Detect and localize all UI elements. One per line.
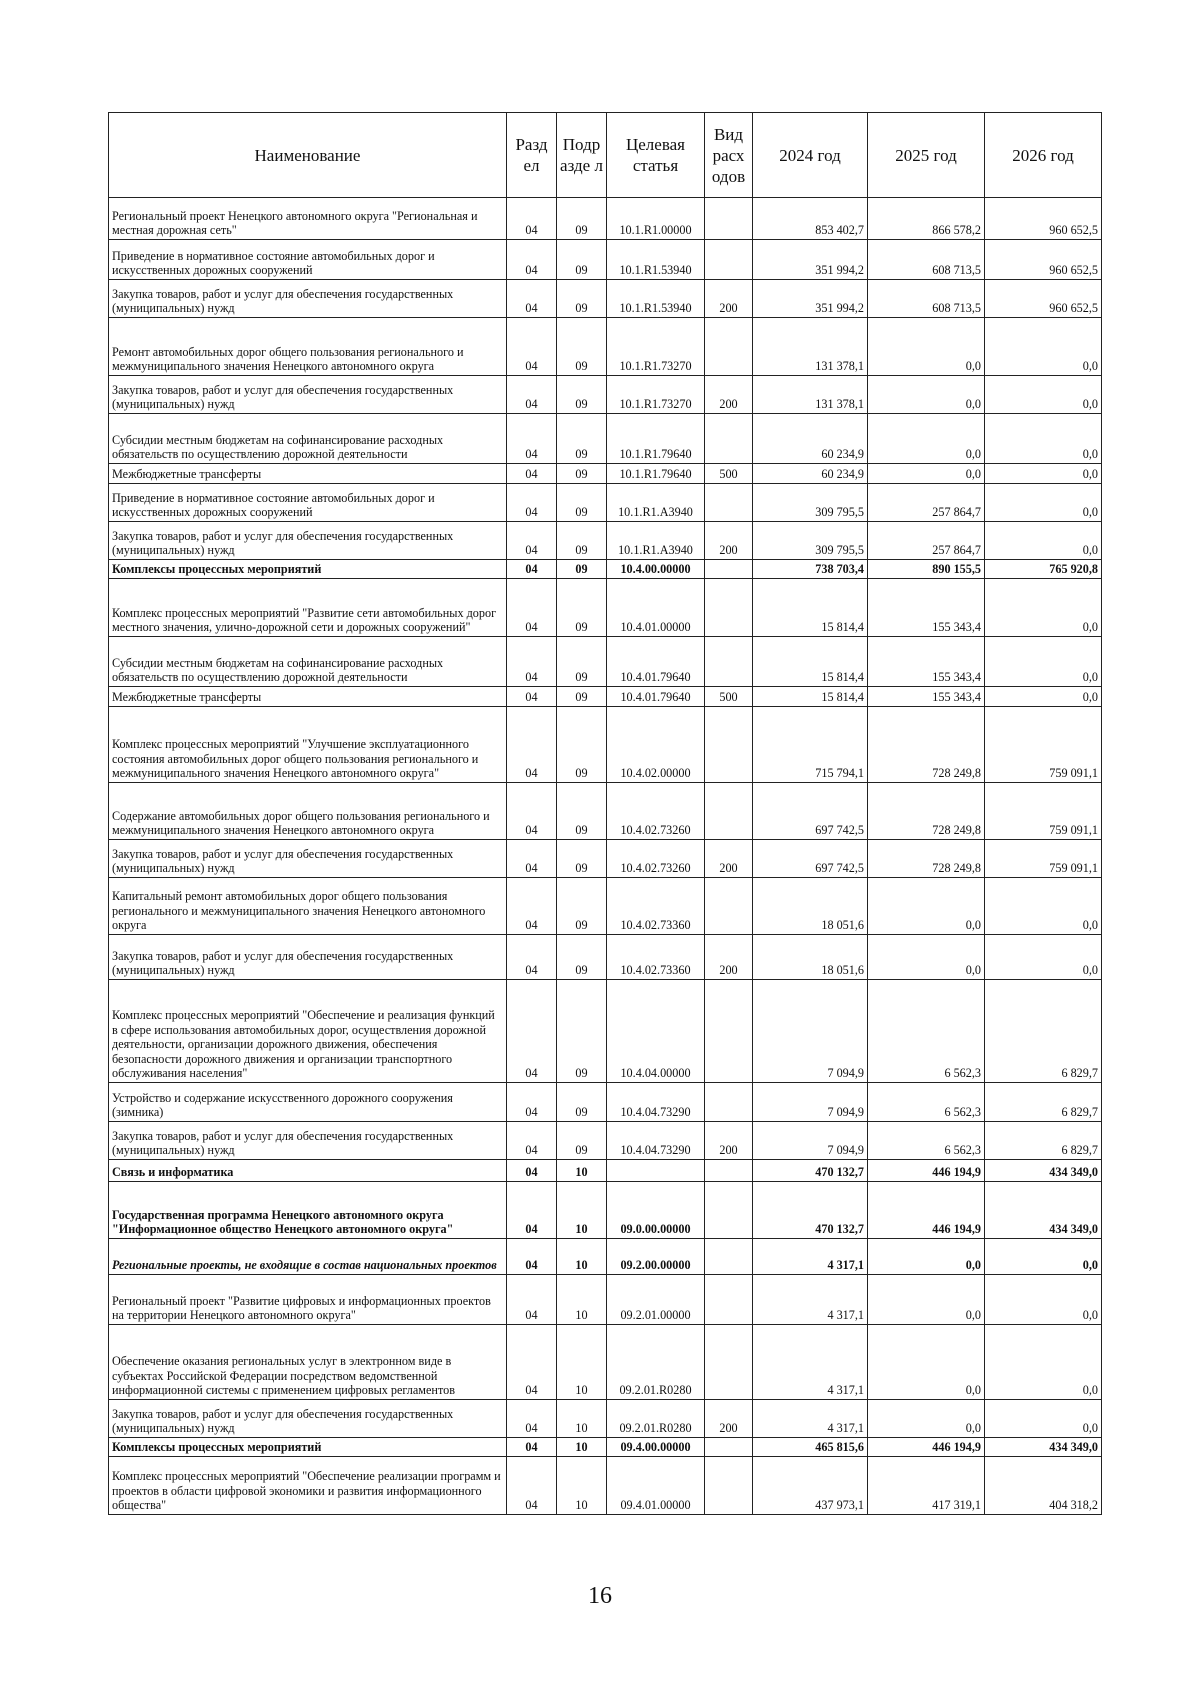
cell-name: Закупка товаров, работ и услуг для обеспечения государственных (муниципальных) нужд — [109, 280, 507, 318]
cell-expense-type — [705, 637, 753, 687]
cell-year-2024: 351 994,2 — [753, 240, 868, 280]
cell-razdel: 04 — [507, 280, 557, 318]
cell-podrazdel: 09 — [557, 1122, 607, 1160]
cell-year-2024: 697 742,5 — [753, 783, 868, 840]
cell-razdel: 04 — [507, 464, 557, 484]
cell-year-2025: 728 249,8 — [868, 707, 985, 783]
cell-name: Комплекс процессных мероприятий "Улучшение эксплуатационного состояния автомобильных дорог общего пользования регионального и межмуниципального значения Ненецкого автономного округа" — [109, 707, 507, 783]
cell-target-article: 10.4.01.79640 — [607, 687, 705, 707]
cell-name: Закупка товаров, работ и услуг для обеспечения государственных (муниципальных) нужд — [109, 522, 507, 560]
header-year-2025: 2025 год — [868, 113, 985, 198]
cell-expense-type — [705, 560, 753, 579]
cell-year-2025: 155 343,4 — [868, 579, 985, 637]
cell-podrazdel: 10 — [557, 1239, 607, 1275]
cell-year-2026: 0,0 — [985, 1400, 1102, 1438]
table-row — [109, 414, 1102, 464]
cell-razdel: 04 — [507, 240, 557, 280]
cell-target-article: 09.4.01.00000 — [607, 1457, 705, 1515]
cell-target-article: 10.4.02.73360 — [607, 878, 705, 935]
cell-year-2026: 960 652,5 — [985, 280, 1102, 318]
header-year-2026: 2026 год — [985, 113, 1102, 198]
cell-razdel: 04 — [507, 1275, 557, 1325]
cell-year-2024: 131 378,1 — [753, 318, 868, 376]
cell-name: Межбюджетные трансферты — [109, 687, 507, 707]
cell-year-2025: 0,0 — [868, 935, 985, 980]
cell-target-article: 10.1.R1.53940 — [607, 280, 705, 318]
cell-year-2024: 60 234,9 — [753, 464, 868, 484]
cell-expense-type: 200 — [705, 1122, 753, 1160]
cell-podrazdel: 09 — [557, 560, 607, 579]
cell-expense-type — [705, 783, 753, 840]
cell-podrazdel: 09 — [557, 318, 607, 376]
cell-name: Региональные проекты, не входящие в состав национальных проектов — [109, 1239, 507, 1275]
budget-table — [108, 112, 1102, 1515]
header-target-article: Целевая статья — [607, 113, 705, 198]
table-row — [109, 935, 1102, 980]
cell-razdel: 04 — [507, 1438, 557, 1457]
cell-year-2024: 465 815,6 — [753, 1438, 868, 1457]
table-row — [109, 560, 1102, 579]
table-header-row — [109, 113, 1102, 198]
header-name: Наименование — [109, 113, 507, 198]
cell-target-article: 10.4.01.00000 — [607, 579, 705, 637]
cell-razdel: 04 — [507, 1182, 557, 1239]
cell-year-2025: 608 713,5 — [868, 280, 985, 318]
table-row — [109, 1275, 1102, 1325]
cell-year-2024: 309 795,5 — [753, 522, 868, 560]
cell-expense-type — [705, 240, 753, 280]
cell-target-article: 10.4.02.73260 — [607, 840, 705, 878]
cell-year-2026: 434 349,0 — [985, 1438, 1102, 1457]
cell-year-2024: 470 132,7 — [753, 1160, 868, 1182]
cell-target-article: 09.2.01.R0280 — [607, 1325, 705, 1400]
cell-year-2026: 960 652,5 — [985, 240, 1102, 280]
cell-name: Комплекс процессных мероприятий "Развитие сети автомобильных дорог местного значения, улично-дорожной сети и дорожных сооружений" — [109, 579, 507, 637]
cell-expense-type: 200 — [705, 840, 753, 878]
cell-razdel: 04 — [507, 1457, 557, 1515]
cell-target-article: 09.2.01.00000 — [607, 1275, 705, 1325]
cell-target-article: 10.4.02.73360 — [607, 935, 705, 980]
cell-razdel: 04 — [507, 579, 557, 637]
cell-target-article: 10.1.R1.79640 — [607, 414, 705, 464]
cell-name: Закупка товаров, работ и услуг для обеспечения государственных (муниципальных) нужд — [109, 376, 507, 414]
cell-year-2024: 7 094,9 — [753, 980, 868, 1083]
cell-podrazdel: 09 — [557, 637, 607, 687]
table-row — [109, 579, 1102, 637]
cell-expense-type: 500 — [705, 464, 753, 484]
cell-name: Закупка товаров, работ и услуг для обеспечения государственных (муниципальных) нужд — [109, 1400, 507, 1438]
cell-year-2025: 0,0 — [868, 318, 985, 376]
cell-podrazdel: 09 — [557, 579, 607, 637]
cell-razdel: 04 — [507, 414, 557, 464]
cell-expense-type — [705, 1083, 753, 1122]
cell-name: Приведение в нормативное состояние автомобильных дорог и искусственных дорожных сооружений — [109, 240, 507, 280]
page-number: 16 — [588, 1583, 612, 1609]
cell-name: Субсидии местным бюджетам на софинансирование расходных обязательств по осуществлению дорожной деятельности — [109, 637, 507, 687]
cell-year-2026: 0,0 — [985, 687, 1102, 707]
cell-year-2024: 15 814,4 — [753, 579, 868, 637]
cell-podrazdel: 10 — [557, 1457, 607, 1515]
cell-year-2026: 960 652,5 — [985, 198, 1102, 240]
cell-razdel: 04 — [507, 1083, 557, 1122]
cell-target-article: 10.1.R1.73270 — [607, 318, 705, 376]
cell-year-2024: 7 094,9 — [753, 1083, 868, 1122]
cell-podrazdel: 09 — [557, 707, 607, 783]
cell-year-2026: 0,0 — [985, 376, 1102, 414]
cell-expense-type: 200 — [705, 1400, 753, 1438]
cell-expense-type — [705, 1275, 753, 1325]
table-row — [109, 1122, 1102, 1160]
table-row — [109, 980, 1102, 1083]
cell-podrazdel: 10 — [557, 1275, 607, 1325]
cell-year-2026: 759 091,1 — [985, 840, 1102, 878]
cell-razdel: 04 — [507, 783, 557, 840]
cell-podrazdel: 09 — [557, 240, 607, 280]
cell-podrazdel: 09 — [557, 935, 607, 980]
cell-year-2025: 6 562,3 — [868, 980, 985, 1083]
cell-year-2026: 0,0 — [985, 935, 1102, 980]
cell-razdel: 04 — [507, 687, 557, 707]
cell-expense-type: 200 — [705, 280, 753, 318]
cell-year-2025: 890 155,5 — [868, 560, 985, 579]
header-expense-type: Вид расх одов — [705, 113, 753, 198]
cell-year-2026: 0,0 — [985, 522, 1102, 560]
cell-target-article: 10.1.R1.A3940 — [607, 522, 705, 560]
cell-name: Приведение в нормативное состояние автомобильных дорог и искусственных дорожных сооружений — [109, 484, 507, 522]
cell-podrazdel: 09 — [557, 522, 607, 560]
cell-razdel: 04 — [507, 935, 557, 980]
cell-target-article: 10.4.02.73260 — [607, 783, 705, 840]
cell-year-2024: 18 051,6 — [753, 935, 868, 980]
cell-expense-type: 200 — [705, 376, 753, 414]
table-row — [109, 1239, 1102, 1275]
cell-name: Межбюджетные трансферты — [109, 464, 507, 484]
cell-year-2025: 446 194,9 — [868, 1160, 985, 1182]
cell-year-2024: 470 132,7 — [753, 1182, 868, 1239]
cell-podrazdel: 09 — [557, 414, 607, 464]
table-row — [109, 318, 1102, 376]
cell-year-2026: 404 318,2 — [985, 1457, 1102, 1515]
cell-name: Ремонт автомобильных дорог общего пользования регионального и межмуниципального значения Ненецкого автономного округа — [109, 318, 507, 376]
table-row — [109, 687, 1102, 707]
cell-year-2024: 715 794,1 — [753, 707, 868, 783]
cell-year-2026: 0,0 — [985, 1325, 1102, 1400]
cell-year-2025: 155 343,4 — [868, 687, 985, 707]
cell-razdel: 04 — [507, 707, 557, 783]
cell-year-2024: 15 814,4 — [753, 687, 868, 707]
cell-name: Комплекс процессных мероприятий "Обеспечение и реализация функций в сфере использования автомобильных дорог, осуществления дорожной деятельности, организации дорожного движения, обеспечения безопасности дорожного движения и организации транспортного обслуживания населения" — [109, 980, 507, 1083]
cell-year-2025: 446 194,9 — [868, 1438, 985, 1457]
table-row — [109, 522, 1102, 560]
cell-year-2025: 6 562,3 — [868, 1122, 985, 1160]
cell-razdel: 04 — [507, 637, 557, 687]
cell-target-article: 10.4.04.00000 — [607, 980, 705, 1083]
cell-target-article: 10.1.R1.00000 — [607, 198, 705, 240]
cell-target-article: 10.1.R1.73270 — [607, 376, 705, 414]
cell-podrazdel: 09 — [557, 1083, 607, 1122]
table-row — [109, 707, 1102, 783]
cell-expense-type — [705, 1239, 753, 1275]
cell-name: Связь и информатика — [109, 1160, 507, 1182]
cell-target-article: 09.4.00.00000 — [607, 1438, 705, 1457]
cell-year-2025: 608 713,5 — [868, 240, 985, 280]
table-row — [109, 840, 1102, 878]
cell-year-2026: 0,0 — [985, 464, 1102, 484]
cell-year-2024: 60 234,9 — [753, 414, 868, 464]
cell-year-2025: 155 343,4 — [868, 637, 985, 687]
cell-name: Закупка товаров, работ и услуг для обеспечения государственных (муниципальных) нужд — [109, 935, 507, 980]
cell-year-2026: 759 091,1 — [985, 707, 1102, 783]
cell-podrazdel: 09 — [557, 464, 607, 484]
table-row — [109, 1438, 1102, 1457]
cell-name: Капитальный ремонт автомобильных дорог общего пользования регионального и межмуниципального значения Ненецкого автономного округа — [109, 878, 507, 935]
cell-year-2026: 759 091,1 — [985, 783, 1102, 840]
cell-year-2026: 434 349,0 — [985, 1160, 1102, 1182]
cell-year-2026: 0,0 — [985, 1275, 1102, 1325]
cell-razdel: 04 — [507, 1325, 557, 1400]
cell-expense-type — [705, 878, 753, 935]
cell-razdel: 04 — [507, 980, 557, 1083]
cell-target-article: 10.1.R1.A3940 — [607, 484, 705, 522]
cell-year-2024: 437 973,1 — [753, 1457, 868, 1515]
cell-razdel: 04 — [507, 198, 557, 240]
cell-name: Субсидии местным бюджетам на софинансирование расходных обязательств по осуществлению дорожной деятельности — [109, 414, 507, 464]
cell-year-2024: 738 703,4 — [753, 560, 868, 579]
cell-target-article: 10.4.02.00000 — [607, 707, 705, 783]
table-row — [109, 1325, 1102, 1400]
cell-expense-type — [705, 1325, 753, 1400]
cell-target-article: 10.4.04.73290 — [607, 1122, 705, 1160]
table-row — [109, 783, 1102, 840]
cell-razdel: 04 — [507, 318, 557, 376]
cell-target-article: 10.4.01.79640 — [607, 637, 705, 687]
cell-expense-type: 500 — [705, 687, 753, 707]
cell-name: Государственная программа Ненецкого автономного округа "Информационное общество Ненецкого автономного округа" — [109, 1182, 507, 1239]
cell-year-2024: 15 814,4 — [753, 637, 868, 687]
cell-year-2024: 4 317,1 — [753, 1325, 868, 1400]
cell-expense-type — [705, 198, 753, 240]
cell-podrazdel: 09 — [557, 280, 607, 318]
cell-target-article: 10.1.R1.53940 — [607, 240, 705, 280]
cell-podrazdel: 10 — [557, 1400, 607, 1438]
cell-razdel: 04 — [507, 1160, 557, 1182]
cell-podrazdel: 10 — [557, 1438, 607, 1457]
cell-year-2026: 6 829,7 — [985, 1122, 1102, 1160]
cell-target-article: 09.0.00.00000 — [607, 1182, 705, 1239]
cell-year-2025: 728 249,8 — [868, 783, 985, 840]
cell-year-2024: 4 317,1 — [753, 1239, 868, 1275]
cell-year-2024: 7 094,9 — [753, 1122, 868, 1160]
cell-podrazdel: 10 — [557, 1325, 607, 1400]
header-razdel: Разд ел — [507, 113, 557, 198]
cell-year-2024: 4 317,1 — [753, 1400, 868, 1438]
cell-name: Региональный проект "Развитие цифровых и информационных проектов на территории Ненецкого автономного округа" — [109, 1275, 507, 1325]
cell-target-article: 09.2.01.R0280 — [607, 1400, 705, 1438]
cell-name: Закупка товаров, работ и услуг для обеспечения государственных (муниципальных) нужд — [109, 1122, 507, 1160]
cell-razdel: 04 — [507, 840, 557, 878]
cell-razdel: 04 — [507, 522, 557, 560]
cell-target-article: 10.1.R1.79640 — [607, 464, 705, 484]
cell-year-2026: 0,0 — [985, 414, 1102, 464]
cell-expense-type: 200 — [705, 935, 753, 980]
table-row — [109, 637, 1102, 687]
header-podrazdel: Подр азде л — [557, 113, 607, 198]
table-row — [109, 464, 1102, 484]
cell-year-2026: 6 829,7 — [985, 980, 1102, 1083]
cell-expense-type — [705, 1160, 753, 1182]
cell-razdel: 04 — [507, 560, 557, 579]
cell-year-2025: 0,0 — [868, 376, 985, 414]
table-row — [109, 376, 1102, 414]
cell-year-2026: 0,0 — [985, 318, 1102, 376]
cell-name: Комплекс процессных мероприятий "Обеспечение реализации программ и проектов в области цифровой экономики и развития информационного общества" — [109, 1457, 507, 1515]
cell-name: Закупка товаров, работ и услуг для обеспечения государственных (муниципальных) нужд — [109, 840, 507, 878]
cell-year-2025: 0,0 — [868, 1325, 985, 1400]
cell-target-article: 09.2.00.00000 — [607, 1239, 705, 1275]
table-row — [109, 198, 1102, 240]
cell-expense-type — [705, 980, 753, 1083]
cell-year-2026: 434 349,0 — [985, 1182, 1102, 1239]
cell-year-2025: 728 249,8 — [868, 840, 985, 878]
cell-year-2025: 446 194,9 — [868, 1182, 985, 1239]
cell-name: Содержание автомобильных дорог общего пользования регионального и межмуниципального значения Ненецкого автономного округа — [109, 783, 507, 840]
cell-year-2025: 6 562,3 — [868, 1083, 985, 1122]
cell-podrazdel: 10 — [557, 1182, 607, 1239]
cell-razdel: 04 — [507, 1400, 557, 1438]
cell-expense-type — [705, 579, 753, 637]
cell-razdel: 04 — [507, 1239, 557, 1275]
cell-podrazdel: 09 — [557, 840, 607, 878]
cell-expense-type — [705, 414, 753, 464]
cell-podrazdel: 09 — [557, 878, 607, 935]
table-row — [109, 280, 1102, 318]
cell-year-2025: 0,0 — [868, 1275, 985, 1325]
cell-year-2025: 257 864,7 — [868, 484, 985, 522]
cell-podrazdel: 10 — [557, 1160, 607, 1182]
cell-name: Устройство и содержание искусственного дорожного сооружения (зимника) — [109, 1083, 507, 1122]
cell-year-2024: 853 402,7 — [753, 198, 868, 240]
table-row — [109, 1457, 1102, 1515]
cell-year-2026: 0,0 — [985, 637, 1102, 687]
table-row — [109, 1182, 1102, 1239]
cell-year-2024: 18 051,6 — [753, 878, 868, 935]
table-row — [109, 1160, 1102, 1182]
cell-year-2024: 131 378,1 — [753, 376, 868, 414]
cell-podrazdel: 09 — [557, 980, 607, 1083]
cell-podrazdel: 09 — [557, 687, 607, 707]
cell-year-2025: 0,0 — [868, 1239, 985, 1275]
cell-name: Обеспечение оказания региональных услуг в электронном виде в субъектах Российской Федерации посредством ведомственной информационной системы с применением цифровых регламентов — [109, 1325, 507, 1400]
table-row — [109, 1083, 1102, 1122]
cell-podrazdel: 09 — [557, 484, 607, 522]
cell-year-2025: 0,0 — [868, 1400, 985, 1438]
table-body — [109, 198, 1102, 1515]
cell-razdel: 04 — [507, 376, 557, 414]
cell-expense-type — [705, 1457, 753, 1515]
cell-name: Комплексы процессных мероприятий — [109, 1438, 507, 1457]
cell-year-2024: 351 994,2 — [753, 280, 868, 318]
cell-podrazdel: 09 — [557, 783, 607, 840]
cell-year-2024: 697 742,5 — [753, 840, 868, 878]
table-row — [109, 484, 1102, 522]
cell-year-2024: 309 795,5 — [753, 484, 868, 522]
cell-year-2026: 6 829,7 — [985, 1083, 1102, 1122]
cell-name: Комплексы процессных мероприятий — [109, 560, 507, 579]
cell-year-2025: 0,0 — [868, 414, 985, 464]
header-year-2024: 2024 год — [753, 113, 868, 198]
table-row — [109, 1400, 1102, 1438]
cell-target-article: 10.4.00.00000 — [607, 560, 705, 579]
cell-target-article: 10.4.04.73290 — [607, 1083, 705, 1122]
cell-expense-type — [705, 484, 753, 522]
cell-razdel: 04 — [507, 484, 557, 522]
cell-razdel: 04 — [507, 878, 557, 935]
cell-year-2025: 0,0 — [868, 464, 985, 484]
cell-expense-type — [705, 1438, 753, 1457]
cell-year-2024: 4 317,1 — [753, 1275, 868, 1325]
cell-year-2026: 0,0 — [985, 484, 1102, 522]
cell-expense-type — [705, 1182, 753, 1239]
cell-year-2026: 765 920,8 — [985, 560, 1102, 579]
cell-podrazdel: 09 — [557, 198, 607, 240]
cell-year-2025: 866 578,2 — [868, 198, 985, 240]
cell-year-2026: 0,0 — [985, 579, 1102, 637]
cell-year-2026: 0,0 — [985, 1239, 1102, 1275]
cell-expense-type — [705, 318, 753, 376]
cell-name: Региональный проект Ненецкого автономного округа "Региональная и местная дорожная сеть" — [109, 198, 507, 240]
table-row — [109, 240, 1102, 280]
cell-podrazdel: 09 — [557, 376, 607, 414]
cell-year-2025: 257 864,7 — [868, 522, 985, 560]
cell-expense-type: 200 — [705, 522, 753, 560]
cell-razdel: 04 — [507, 1122, 557, 1160]
table-row — [109, 878, 1102, 935]
cell-year-2025: 417 319,1 — [868, 1457, 985, 1515]
cell-year-2025: 0,0 — [868, 878, 985, 935]
cell-expense-type — [705, 707, 753, 783]
cell-target-article — [607, 1160, 705, 1182]
cell-year-2026: 0,0 — [985, 878, 1102, 935]
